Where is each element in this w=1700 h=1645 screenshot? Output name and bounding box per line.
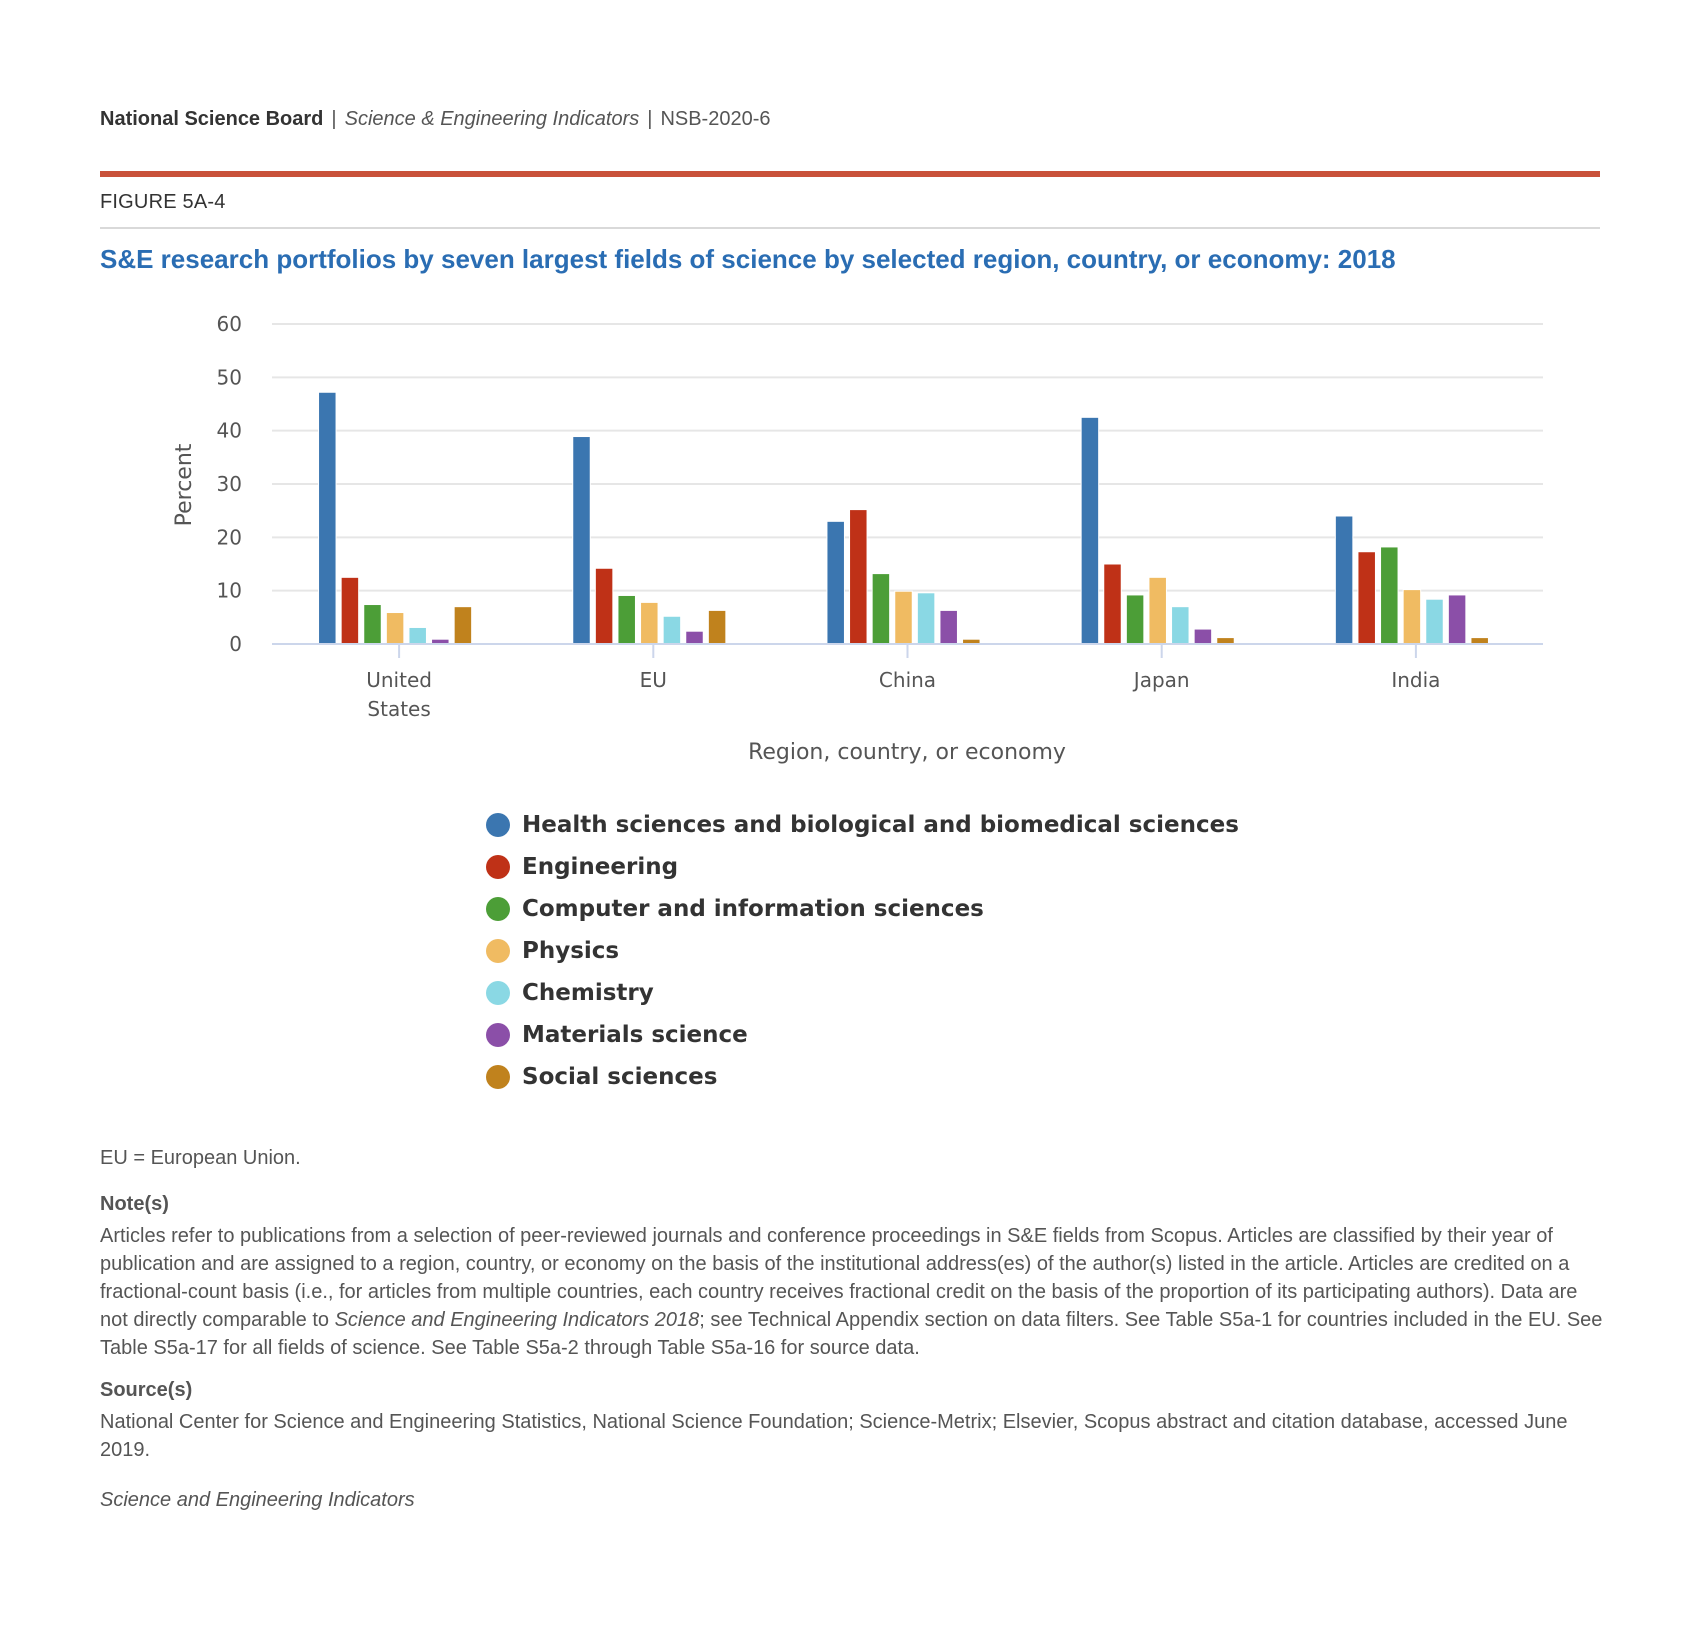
bar-chart — [0, 0, 1700, 780]
bar — [364, 605, 382, 644]
y-tick-label: 20 — [216, 525, 242, 550]
chart-legend — [486, 804, 1239, 1098]
bar — [1426, 599, 1444, 644]
y-tick-label: 40 — [216, 418, 242, 443]
source-text: National Center for Science and Engineering Statistics, National Science Foundation; Science-Metrix; Elsevier, Scopus abstract and citation database, accessed June 2019. — [100, 1411, 1568, 1461]
report-code: NSB-2020-6 — [660, 108, 771, 130]
publication-name: Science & Engineering Indicators — [344, 108, 640, 130]
bar — [1403, 590, 1421, 644]
notes-text-part-1: Articles refer to publications from a selection of peer-reviewed journals and conference proceedings in S&E fields from Scopus. Articles are classified by their year of publication and are assigned to a region, country, or economy on the basis of the institutional address(es) of the author(s) listed in the article. Articles are credited on a fractional-count basis (i.e., for articles from multiple countries, each country receives fractional credit on the basis of the proportion of its participating authors). Data are not directly comparable to — [100, 1225, 1578, 1331]
bar — [618, 595, 636, 644]
legend-label: Chemistry — [522, 980, 654, 1006]
x-tick-label: India — [1391, 668, 1441, 692]
legend-label: Engineering — [522, 854, 679, 880]
legend-item[interactable] — [486, 930, 1239, 972]
bar — [827, 521, 845, 644]
bar — [1335, 516, 1353, 644]
x-axis — [272, 644, 1543, 721]
bar — [1194, 629, 1212, 644]
bar — [454, 607, 472, 644]
legend-item[interactable] — [486, 804, 1239, 846]
bar — [663, 616, 681, 644]
legend-item[interactable] — [486, 1056, 1239, 1098]
bar — [940, 610, 958, 644]
header-separator: | — [331, 108, 337, 130]
bar — [641, 602, 659, 644]
bar — [708, 610, 726, 644]
bar — [573, 437, 591, 644]
y-axis-title: Percent — [172, 443, 197, 527]
legend-dot-icon — [486, 1065, 510, 1089]
bar — [386, 613, 404, 644]
x-tick-label: EU — [639, 668, 667, 692]
notes-text-part-2: ; see Technical Appendix section on data filters. See Table S5a-1 for countries included in the EU. See Table S5a-17 for all fields of science. See Table S5a-2 through Table S5a-16 for source data. — [100, 1309, 1603, 1359]
legend-dot-icon — [486, 855, 510, 879]
bar — [1149, 577, 1167, 644]
notes-text — [100, 1222, 1610, 1362]
x-tick-label: Japan — [1133, 668, 1190, 692]
organization-name: National Science Board — [100, 108, 324, 130]
legend-label: Health sciences and biological and biomedical sciences — [522, 812, 1239, 838]
y-tick-label: 30 — [216, 472, 242, 496]
y-tick-label: 10 — [216, 578, 242, 603]
y-tick-label: 50 — [216, 365, 242, 390]
notes-heading: Note(s) — [100, 1193, 169, 1215]
bar — [1448, 595, 1466, 644]
bar — [917, 593, 935, 644]
notes-text-italic: Science and Engineering Indicators 2018 — [334, 1309, 700, 1331]
legend-dot-icon — [486, 981, 510, 1005]
legend-dot-icon — [486, 1023, 510, 1047]
bar — [341, 577, 359, 644]
bar — [1358, 552, 1376, 644]
figure-label: FIGURE 5A-4 — [100, 191, 226, 213]
legend-item[interactable] — [486, 888, 1239, 930]
legend-item[interactable] — [486, 1014, 1239, 1056]
bar — [1172, 607, 1190, 644]
source-heading: Source(s) — [100, 1379, 193, 1401]
y-tick-label: 0 — [229, 632, 242, 656]
x-tick-label: States — [367, 697, 431, 721]
bar — [895, 591, 913, 644]
bar — [1081, 417, 1099, 644]
abbreviation-note: EU = European Union. — [100, 1147, 301, 1169]
legend-label: Physics — [522, 938, 620, 964]
legend-item[interactable] — [486, 972, 1239, 1014]
bar — [319, 392, 337, 644]
y-tick-label: 60 — [216, 312, 242, 336]
bar — [850, 510, 868, 644]
x-tick-label: China — [878, 668, 937, 692]
y-axis-ticks — [217, 312, 242, 656]
header-separator: | — [647, 108, 653, 130]
legend-item[interactable] — [486, 846, 1239, 888]
legend-dot-icon — [486, 813, 510, 837]
bar — [1381, 547, 1399, 644]
bar — [595, 568, 613, 644]
bar — [686, 631, 704, 644]
footer-publication: Science and Engineering Indicators — [100, 1489, 415, 1511]
x-tick-label: United — [366, 668, 432, 692]
legend-dot-icon — [486, 939, 510, 963]
x-axis-title: Region, country, or economy — [748, 740, 1066, 765]
figure-notes — [100, 1144, 1610, 1514]
legend-label: Computer and information sciences — [522, 896, 984, 922]
bar — [409, 627, 427, 644]
bar — [1126, 595, 1144, 644]
legend-dot-icon — [486, 897, 510, 921]
bar — [1104, 564, 1122, 644]
legend-label: Materials science — [522, 1022, 748, 1048]
figure-title: S&E research portfolios by seven largest fields of science by selected region, country, or economy: 2018 — [100, 244, 1396, 274]
legend-label: Social sciences — [522, 1064, 718, 1090]
bar — [872, 574, 890, 644]
